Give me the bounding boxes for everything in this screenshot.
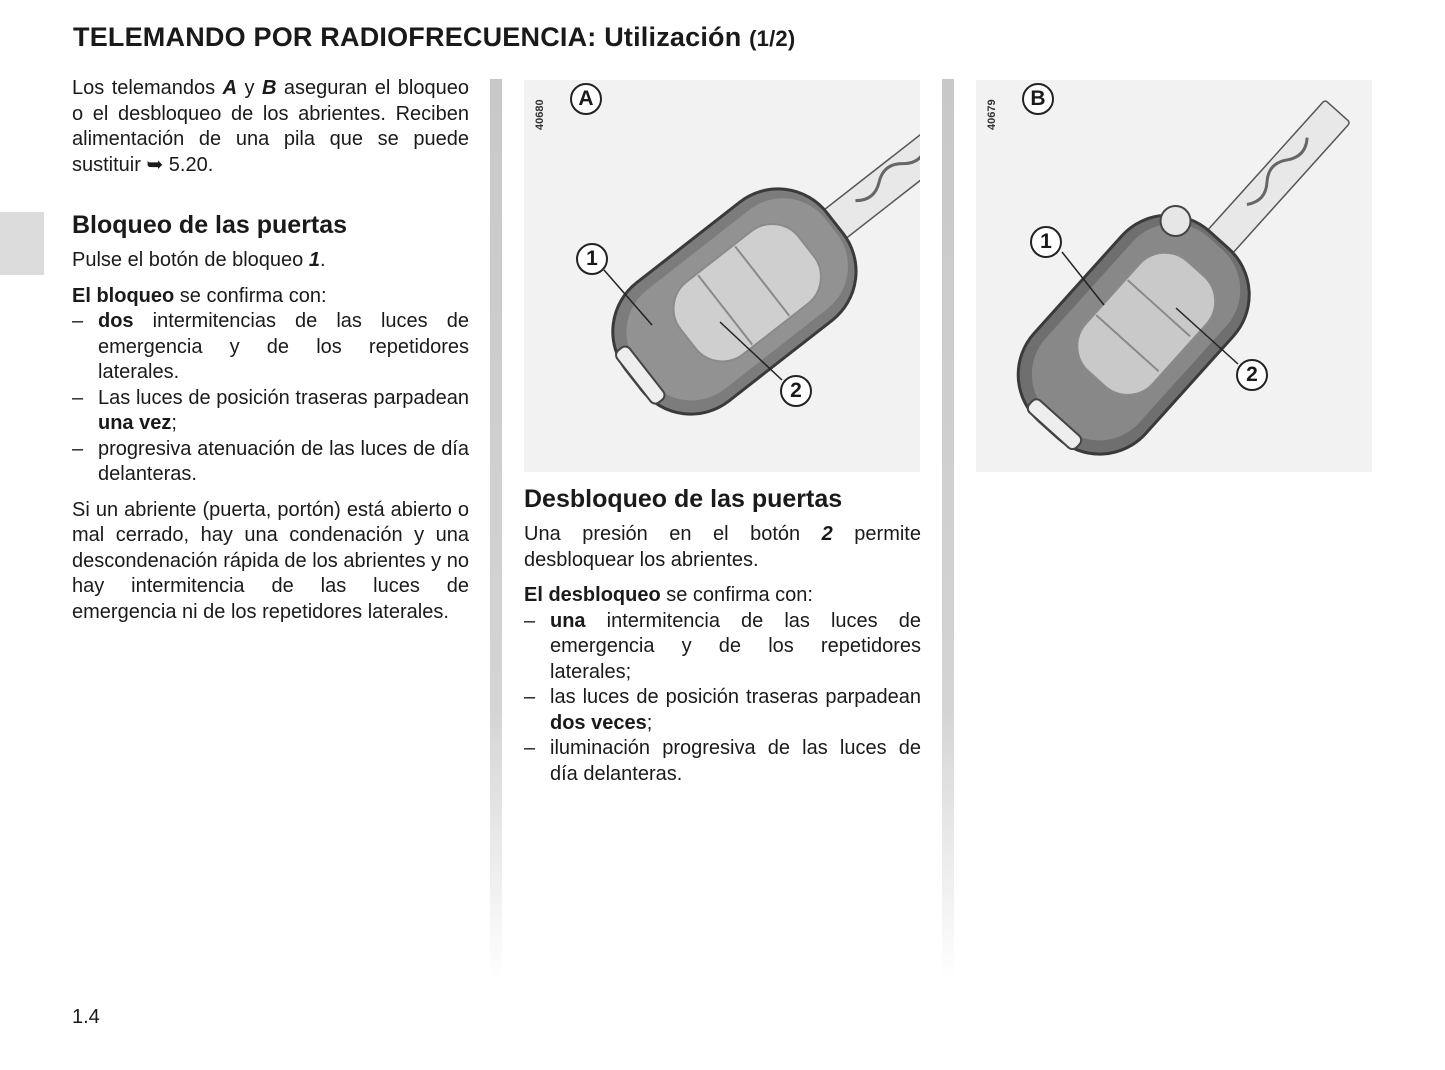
figure-label: B [1022,83,1054,115]
lock-instruction: Pulse el botón de bloqueo 1. [72,249,326,271]
unlock-instruction: Una presión en el botón 2 permite desbloquear los abrientes. [524,523,921,571]
list-item: – iluminación progresiva de las luces de día delanteras. [524,736,921,787]
figure-code: 40680 [534,99,546,130]
figure-b [976,80,1372,472]
section-tab [0,212,44,275]
page-number: 1.4 [72,1006,100,1028]
column-divider [490,79,502,979]
lock-confirm-intro: El bloqueo se confirma con: [72,284,327,307]
figure-code: 40679 [986,99,998,130]
intro-paragraph: Los telemandos A y B aseguran el bloqueo o el desbloqueo de los abrientes. Reciben alimentación de una pila que se puede sustituir ➥ 5.20. [72,77,469,176]
lock-note: Si un abriente (puerta, portón) está abierto o mal cerrado, hay una condenación y una descondenación rápida de los abrientes y no hay intermitencia de las luces de emergencia ni de los repetidores laterales. [72,498,469,623]
unlock-confirm-list [524,609,921,788]
callout-2: 2 [780,375,812,407]
lock-confirm-list [72,309,469,488]
list-item: – Las luces de posición traseras parpadean una vez; [72,386,469,437]
middle-column [524,484,921,797]
left-column [72,76,469,635]
page-title: TELEMANDO POR RADIOFRECUENCIA: Utilización (1/2) [73,22,796,52]
list-item: – las luces de posición traseras parpadean dos veces; [524,685,921,736]
figure-a [524,80,920,472]
callout-1: 1 [576,243,608,275]
callout-1: 1 [1030,226,1062,258]
key-fob-b-illustration [976,80,1372,472]
key-fob-a-illustration [524,80,920,472]
figure-label: A [570,83,602,115]
lock-heading: Bloqueo de las puertas [72,211,348,239]
unlock-confirm-intro: El desbloqueo se confirma con: [524,584,813,606]
callout-2: 2 [1236,359,1268,391]
column-divider [942,79,954,979]
list-item: – progresiva atenuación de las luces de día delanteras. [72,437,469,488]
unlock-heading: Desbloqueo de las puertas [524,485,843,513]
list-item: – una intermitencia de las luces de emergencia y de los repetidores laterales; [524,609,921,686]
list-item: – dos intermitencias de las luces de emergencia y de los repetidores laterales. [72,309,469,386]
